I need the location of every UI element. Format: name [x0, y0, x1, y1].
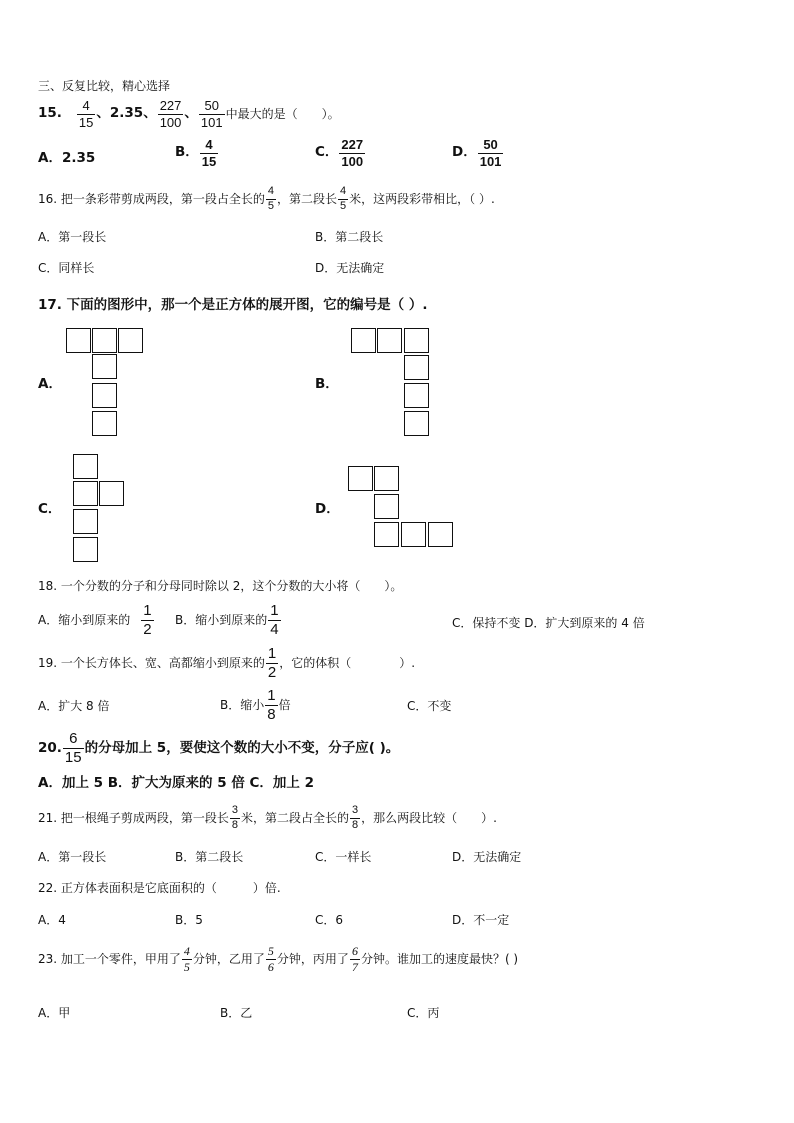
fraction: $\frac{50}{101}$: [479, 137, 502, 169]
option-b[interactable]: B．缩小到原来的 $\frac{1}{4}$: [175, 602, 279, 638]
option-a[interactable]: A．缩小到原来的 $\frac{1}{2}$: [38, 602, 152, 638]
fraction: $\frac{4}{5}$: [267, 185, 275, 212]
option-d[interactable]: D．无法确定: [452, 850, 522, 864]
option-d[interactable]: D．不一定: [452, 913, 510, 927]
question-text: 、: [184, 105, 198, 122]
option-c[interactable]: C．丙: [407, 1006, 440, 1020]
option-c-d[interactable]: C．保持不变 D．扩大到原来的 4 倍: [452, 616, 645, 630]
fraction: $\frac{3}{8}$: [231, 804, 239, 831]
option-d[interactable]: D．无法确定: [315, 261, 385, 275]
option-b[interactable]: B．乙: [220, 1006, 253, 1020]
option-a[interactable]: A．第一段长: [38, 850, 107, 864]
option-a[interactable]: A．扩大 8 倍: [38, 699, 110, 713]
question-16: [38, 186, 495, 212]
fraction: $\frac{227}{100}$: [159, 98, 182, 130]
question-19: [38, 646, 415, 681]
fraction: $\frac{227}{100}$: [341, 137, 364, 169]
fraction: $\frac{1}{2}$: [267, 645, 277, 681]
question-18: 18. 一个分数的分子和分母同时除以 2，这个分数的大小将（ ）。: [38, 579, 403, 593]
option-a[interactable]: A．第一段长: [38, 230, 107, 244]
fraction: $\frac{5}{6}$: [267, 944, 274, 974]
question-22: 22. 正方体表面积是它底面积的（ ）倍.: [38, 881, 281, 895]
option-b[interactable]: B．第二段长: [175, 850, 244, 864]
question-number: 15.: [38, 105, 62, 122]
option-b[interactable]: B．第二段长: [315, 230, 384, 244]
question-text: 21. 把一根绳子剪成两段，第一段长: [38, 811, 229, 826]
question-text: 16. 把一条彩带剪成两段，第一段占全长的: [38, 192, 265, 207]
fraction: $\frac{4}{15}$: [201, 137, 217, 169]
question-text: ，它的体积（ ）.: [279, 656, 416, 671]
option-c[interactable]: C．一样长: [315, 850, 372, 864]
fraction: $\frac{6}{7}$: [351, 944, 358, 974]
option-d[interactable]: D． $\frac{50}{101}$: [452, 137, 502, 169]
option-c[interactable]: C．不变: [407, 699, 452, 713]
question-17: 17. 下面的图形中，那一个是正方体的展开图，它的编号是（ ）.: [38, 297, 428, 313]
option-b[interactable]: B．: [315, 376, 339, 392]
question-text: 分钟。谁加工的速度最快？( ): [360, 952, 519, 967]
question-21: [38, 805, 497, 831]
option-a[interactable]: A．2.35: [38, 150, 96, 166]
question-text: 19. 一个长方体长、宽、高都缩小到原来的: [38, 656, 265, 671]
fraction: $\frac{1}{4}$: [270, 602, 279, 638]
option-c[interactable]: C． $\frac{227}{100}$: [315, 137, 364, 169]
option-a[interactable]: A．4: [38, 913, 66, 927]
option-b[interactable]: B．缩小 $\frac{1}{8}$ 倍: [220, 687, 291, 723]
option-c[interactable]: C．: [38, 501, 62, 517]
question-text: ，第二段长: [277, 192, 338, 207]
fraction: $\frac{3}{8}$: [352, 804, 359, 831]
question-text: 中最大的是（ ）。: [225, 107, 340, 122]
question-text: 米，这两段彩带相比，（ ）.: [349, 192, 495, 207]
fraction: $\frac{6}{15}$: [64, 730, 82, 766]
section-title: 三、反复比较，精心选择: [38, 79, 171, 93]
option-b[interactable]: B．5: [175, 913, 203, 927]
options-row[interactable]: A．加上 5 B．扩大为原来的 5 倍 C．加上 2: [38, 775, 315, 791]
question-23: [38, 945, 518, 973]
question-number: 20.: [38, 739, 62, 756]
fraction: $\frac{50}{101}$: [200, 98, 223, 130]
question-15: [38, 99, 340, 129]
fraction: $\frac{4}{15}$: [78, 98, 94, 130]
option-a[interactable]: A．: [38, 376, 62, 392]
option-c[interactable]: C．6: [315, 913, 344, 927]
option-b[interactable]: B． $\frac{4}{15}$: [175, 137, 217, 169]
question-text: 分钟，丙用了: [276, 952, 349, 967]
fraction: $\frac{1}{2}$: [143, 602, 152, 638]
question-20: [38, 731, 399, 766]
question-text: 、2.35、: [96, 105, 157, 122]
question-text: ，那么两段比较（ ）.: [361, 811, 497, 826]
fraction: $\frac{1}{8}$: [267, 687, 276, 723]
question-text: 米，第二段占全长的: [241, 811, 350, 826]
fraction: $\frac{4}{5}$: [183, 944, 190, 974]
option-a[interactable]: A．甲: [38, 1006, 71, 1020]
question-text: 分钟，乙用了: [192, 952, 265, 967]
question-text: 的分母加上 5，要使这个数的大小不变，分子应( )。: [84, 739, 400, 756]
option-d[interactable]: D．: [315, 501, 340, 517]
question-text: 23. 加工一个零件，甲用了: [38, 952, 181, 967]
fraction: $\frac{4}{5}$: [340, 185, 347, 212]
option-c[interactable]: C．同样长: [38, 261, 95, 275]
